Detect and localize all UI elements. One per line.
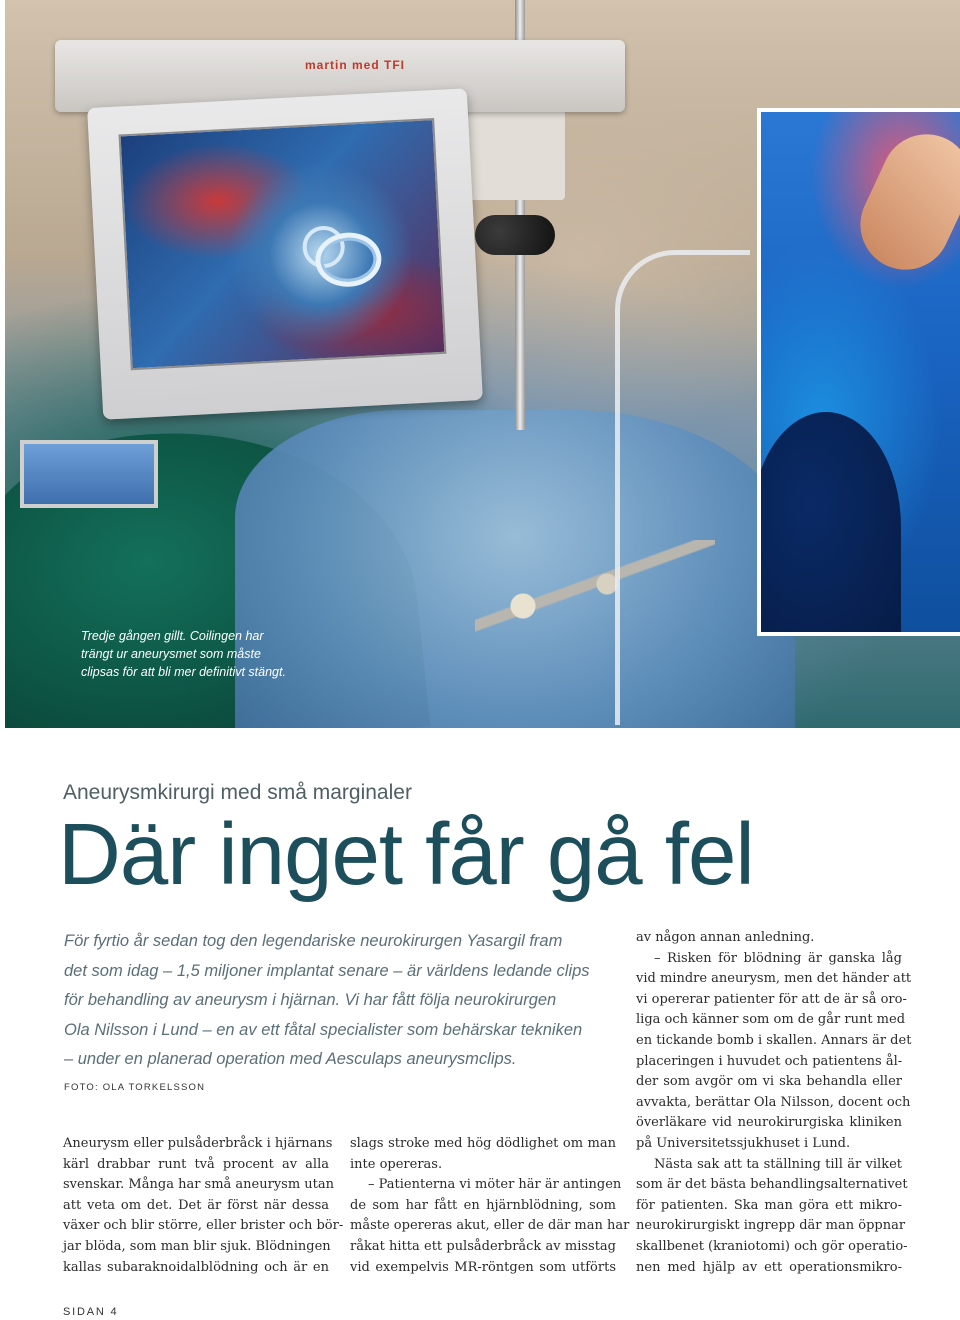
inset-shadow <box>757 412 901 636</box>
body-column-1 <box>63 1134 344 1278</box>
caption-line: Tredje gången gillt. Coilingen har <box>81 629 264 643</box>
body-line: avvakta, berättar Ola Nilsson, docent och <box>636 1094 911 1110</box>
secondary-monitor <box>20 440 158 508</box>
body-line: Aneurysm eller pulsåderbråck i hjärnans <box>63 1136 333 1151</box>
lead-line: För fyrtio år sedan tog den legendariske neurokirurgen Yasargil fram <box>64 932 563 950</box>
lead-line: – under en planerad operation med Aesculaps aneurysmclips. <box>64 1050 517 1068</box>
body-line: en tickande bomb i skallen. Annars är det <box>636 1032 912 1048</box>
body-line: slags stroke med hög dödlighet om man <box>350 1136 616 1151</box>
article-headline: Där inget får gå fel <box>58 806 754 903</box>
article-lead <box>64 927 624 1075</box>
body-line: kallas subaraknoidalblödning och är en <box>63 1259 329 1275</box>
body-line: vid exempelvis MR-röntgen som utförts <box>350 1259 616 1275</box>
lead-line: Ola Nilsson i Lund – en av ett fåtal specialister som behärskar tekniken <box>64 1020 583 1039</box>
gloved-hand <box>846 120 960 285</box>
caption-line: clipsas för att bli mer definitivt stängt. <box>81 665 286 679</box>
body-line: der som avgör om vi ska behandla eller <box>636 1074 902 1090</box>
body-line: – Patienterna vi möter här är antingen <box>368 1177 622 1193</box>
body-line: måste opereras akut, eller de där man har <box>350 1218 630 1234</box>
caption-line: trängt ur aneurysmet som måste <box>81 647 261 661</box>
page-number: SIDAN 4 <box>63 1306 119 1318</box>
photo-credit: FOTO: OLA TORKELSSON <box>64 1082 206 1093</box>
body-line: inte opereras. <box>350 1156 443 1172</box>
body-line: råkat hitta ett pulsåderbråck av misstag <box>350 1238 616 1254</box>
monitor-brand-label: martin med TFI <box>305 58 406 72</box>
lead-line: det som idag – 1,5 miljoner implantat senare – är världens ledande clips <box>64 961 590 980</box>
article-kicker: Aneurysmkirurgi med små marginaler <box>63 781 412 804</box>
body-line: vi opererar patienter för att de är så oro- <box>636 991 907 1007</box>
body-line: neurokirurgiskt ingrepp där man öppnar <box>636 1218 906 1234</box>
monitor-arm-knob <box>475 215 555 255</box>
body-line: skallbenet (kraniotomi) och gör operatio- <box>636 1238 908 1254</box>
body-column-3 <box>636 928 912 1278</box>
body-line: vid mindre aneurysm, men det händer att <box>636 971 912 987</box>
body-line: jar blöda, som man blir sjuk. Blödningen <box>63 1238 331 1254</box>
photo-caption <box>81 627 311 681</box>
operating-room-photo <box>5 0 960 728</box>
body-line: placeringen i huvudet och patientens ål- <box>636 1053 903 1069</box>
body-line: som är det bästa behandlingsalternativet <box>636 1177 908 1193</box>
body-line: de som har fått en hjärnblödning, som <box>350 1197 616 1213</box>
body-line: att veta om det. Det är först när dessa <box>63 1197 329 1213</box>
surgical-monitor <box>87 88 483 419</box>
body-line: av någon annan anledning. <box>636 930 815 945</box>
body-line: på Universitetssjukhuset i Lund. <box>636 1135 851 1151</box>
body-line: svenskar. Många har små aneurysm utan <box>63 1177 335 1193</box>
lead-line: för behandling av aneurysm i hjärnan. Vi har fått följa neurokirurgen <box>64 991 557 1009</box>
body-line: nen med hjälp av ett operationsmikro- <box>636 1259 902 1275</box>
body-line: för patienten. Ska man göra ett mikro- <box>636 1197 902 1213</box>
body-line: liga och känner som om de går runt med <box>636 1012 906 1028</box>
body-column-2 <box>350 1134 630 1278</box>
body-line: – Risken för blödning är ganska låg <box>654 950 902 966</box>
body-line: överläkare vid neurokirurgiska kliniken <box>636 1115 902 1131</box>
suction-tube <box>615 250 750 725</box>
monitor-screen <box>119 118 447 370</box>
body-line: kärl drabbar runt två procent av alla <box>63 1156 329 1172</box>
body-line: växer och blir större, eller brister och bör- <box>63 1218 344 1234</box>
body-line: Nästa sak att ta ställning till är vilket <box>654 1156 902 1172</box>
inset-photo <box>757 108 960 636</box>
